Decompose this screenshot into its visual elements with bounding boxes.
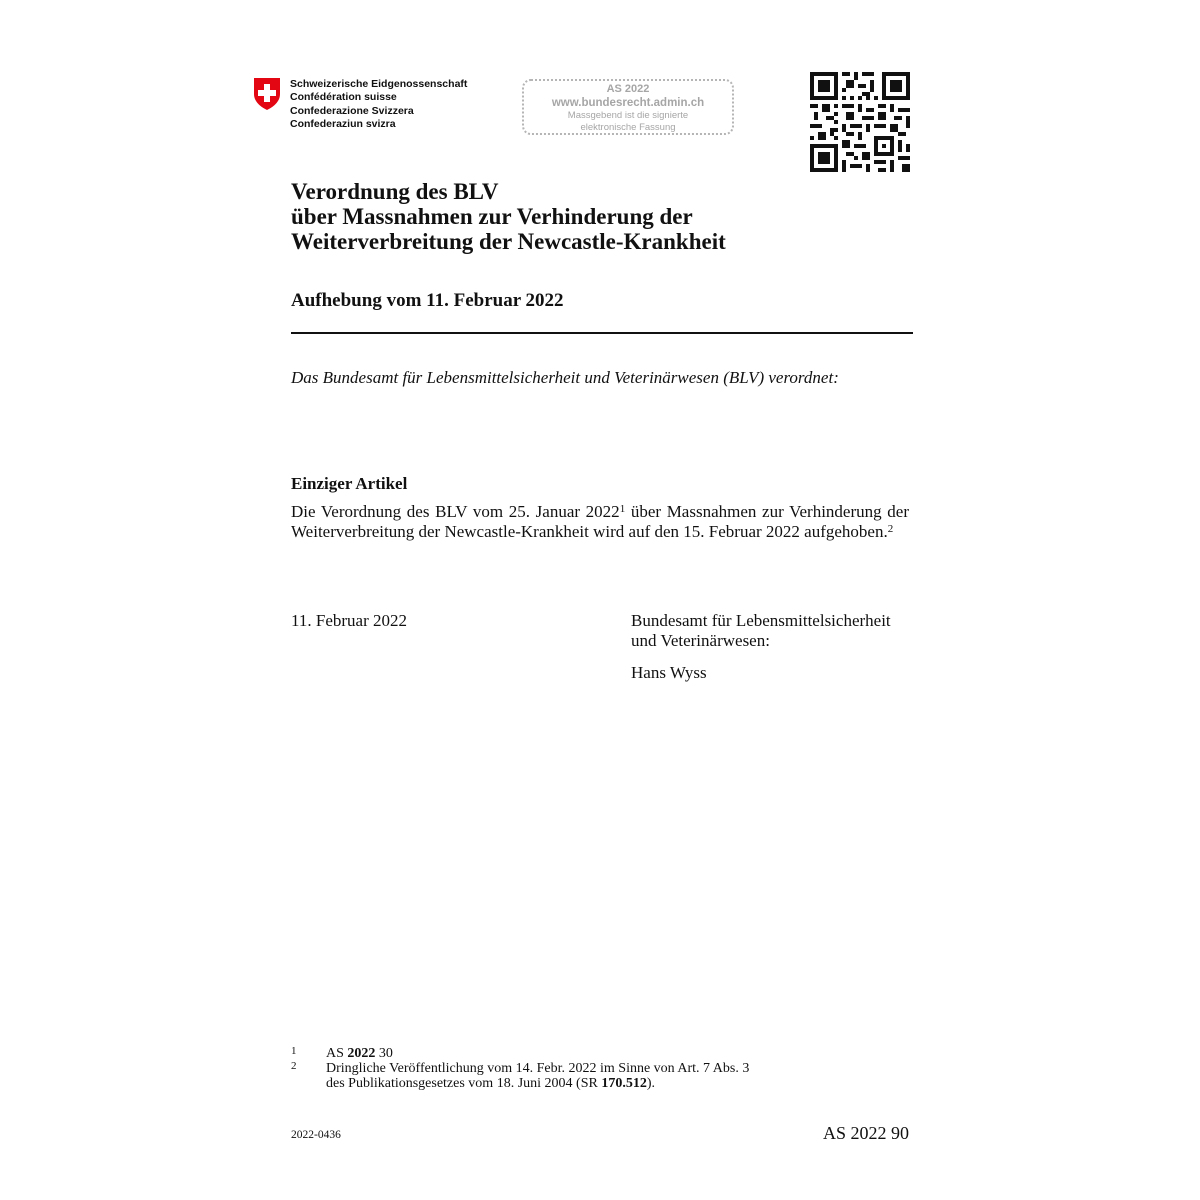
footnotes <box>291 1046 749 1091</box>
article-text-part-2: über Massnahmen zur Verhinderung der Weiterverbreitung der Newcastle-Krankheit wird auf den 15. Februar 2022 aufgehoben. <box>291 502 909 541</box>
stamp-website: www.bundesrecht.admin.ch <box>551 97 705 109</box>
stamp-note-line1: Massgebend ist die signierte <box>567 110 689 121</box>
confederation-name-it: Confederazione Svizzera <box>290 104 414 117</box>
authority-line-2: und Veterinärwesen: <box>631 631 770 650</box>
footnote-text: des Publikationsgesetzes vom 18. Juni 2004 (SR <box>326 1076 602 1091</box>
publication-stamp <box>522 79 734 135</box>
footnote-number: 1 <box>291 1045 297 1057</box>
article-heading: Einziger Artikel <box>291 474 408 493</box>
footnote-text: Dringliche Veröffentlichung vom 14. Febr. 2022 im Sinne von Art. 7 Abs. 3 <box>326 1061 750 1076</box>
footnote-1 <box>291 1046 749 1061</box>
swiss-cross-icon <box>252 77 282 111</box>
preamble: Das Bundesamt für Lebensmittelsicherheit und Veterinärwesen (BLV) verordnet: <box>291 368 839 387</box>
stamp-as-number: AS 2022 <box>606 83 650 95</box>
authority-line-1: Bundesamt für Lebensmittelsicherheit <box>631 611 891 630</box>
stamp-note-line2: elektronische Fassung <box>580 121 676 133</box>
signatory-name: Hans Wyss <box>631 663 707 682</box>
document-subtitle: Aufhebung vom 11. Februar 2022 <box>291 290 564 311</box>
confederation-name-de: Schweizerische Eidgenossenschaft <box>290 78 468 90</box>
footnote-2 <box>291 1061 749 1091</box>
confederation-name-fr: Confédération suisse <box>290 91 397 104</box>
document-number: 2022-0436 <box>291 1129 341 1141</box>
title-line-1: Verordnung des BLV <box>291 179 499 204</box>
title-line-2: über Massnahmen zur Verhinderung der <box>291 204 693 229</box>
title-line-3: Weiterverbreitung der Newcastle-Krankheit <box>291 229 726 254</box>
footnote-ref-1: 1 <box>619 503 626 515</box>
footnote-ref-2: 2 <box>887 523 894 535</box>
confederation-name-rm: Confederaziun svizra <box>290 118 396 131</box>
signature-date: 11. Februar 2022 <box>291 611 407 630</box>
footnote-bold: 2022 <box>347 1046 376 1061</box>
signature-authority <box>631 611 891 651</box>
footnote-bold: 170.512 <box>601 1076 647 1091</box>
qr-code-icon <box>810 72 910 172</box>
document-title <box>291 179 726 254</box>
confederation-names <box>290 78 467 132</box>
as-reference: AS 2022 90 <box>822 1123 909 1143</box>
footnote-number: 2 <box>291 1060 297 1072</box>
article-body <box>291 502 909 542</box>
article-text-part-1: Die Verordnung des BLV vom 25. Januar 2022 <box>291 502 620 521</box>
footnote-text-line-2 <box>326 1076 749 1091</box>
footnote-text: AS <box>326 1046 348 1061</box>
title-divider <box>291 332 913 334</box>
footnote-text: 30 <box>375 1046 393 1061</box>
footnote-text: ). <box>646 1076 655 1091</box>
